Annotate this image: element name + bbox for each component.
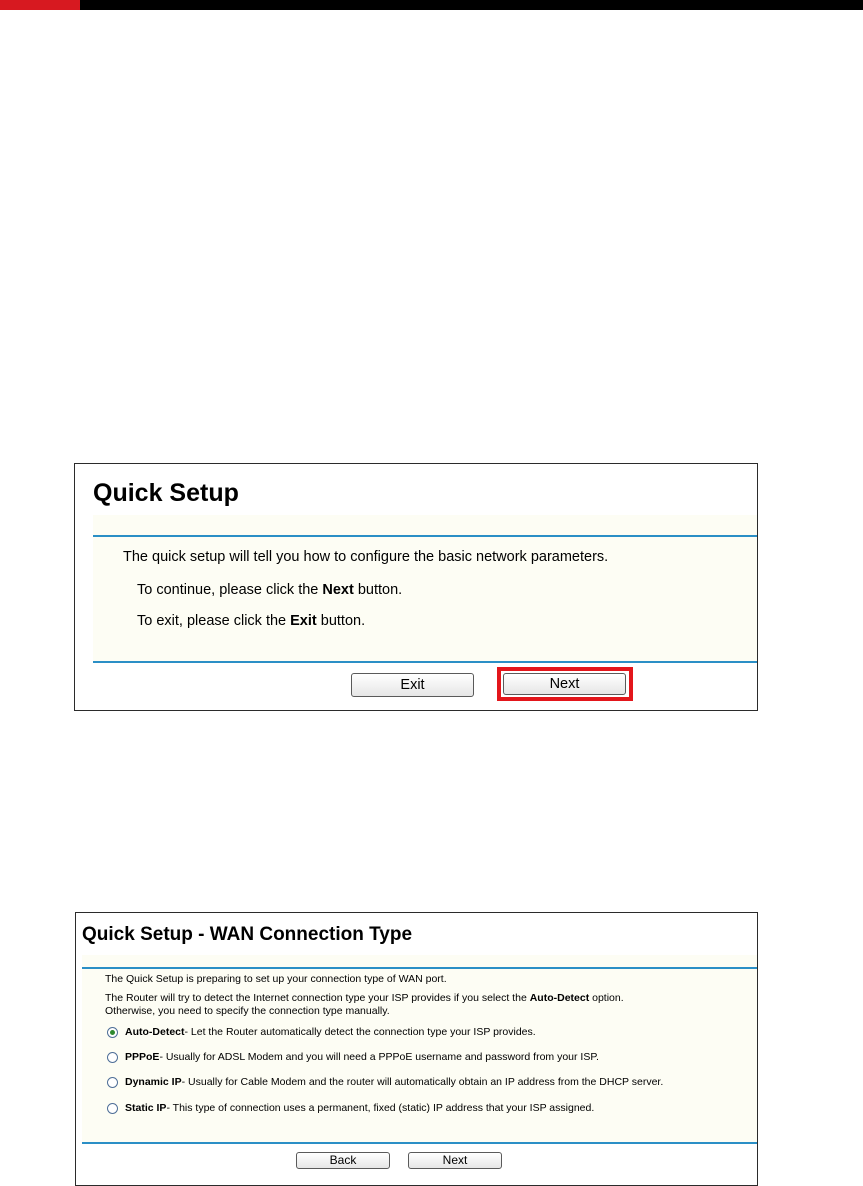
quick-setup-title-row	[75, 464, 757, 515]
option-auto-detect[interactable]: Auto-Detect - Let the Router automatically detect the connection type your ISP provides.	[107, 1026, 536, 1038]
back-button[interactable]: Back	[296, 1152, 390, 1169]
exit-instruction: To exit, please click the Exit button.	[137, 613, 366, 629]
auto-detect-note: The Router will try to detect the Internet connection type your ISP provides if you select the Auto-Detect option.	[105, 992, 624, 1004]
wan-next-button[interactable]: Next	[408, 1152, 502, 1169]
option-pppoe[interactable]: PPPoE - Usually for ADSL Modem and you will need a PPPoE username and password from your ISP.	[107, 1051, 599, 1063]
wan-page-title: Quick Setup - WAN Connection Type	[82, 924, 413, 945]
manual-note: Otherwise, you need to specify the connection type manually.	[105, 1005, 390, 1017]
quick-setup-body	[93, 537, 757, 661]
wan-title-row	[76, 913, 757, 955]
option-dynamic-ip[interactable]: Dynamic IP - Usually for Cable Modem and the router will automatically obtain an IP address from the DHCP server.	[107, 1076, 663, 1088]
exit-button[interactable]: Exit	[351, 673, 474, 697]
page-title: Quick Setup	[93, 479, 239, 507]
radio-static-ip[interactable]	[107, 1103, 118, 1114]
page-header-bar	[0, 0, 863, 10]
radio-pppoe[interactable]	[107, 1052, 118, 1063]
button-row	[93, 663, 757, 709]
header-accent	[0, 0, 80, 10]
continue-instruction: To continue, please click the Next button.	[137, 582, 403, 598]
wan-connection-type-panel	[75, 912, 758, 1186]
option-static-ip[interactable]: Static IP - This type of connection uses a permanent, fixed (static) IP address that your ISP assigned.	[107, 1102, 594, 1114]
quick-setup-panel	[74, 463, 758, 711]
next-button[interactable]: Next	[503, 673, 626, 695]
wan-button-row	[82, 1144, 757, 1178]
radio-dynamic-ip[interactable]	[107, 1077, 118, 1088]
wan-intro-text: The Quick Setup is preparing to set up your connection type of WAN port.	[105, 973, 447, 985]
intro-text: The quick setup will tell you how to configure the basic network parameters.	[123, 549, 609, 565]
wan-body	[82, 969, 757, 1142]
radio-auto-detect[interactable]	[107, 1027, 118, 1038]
